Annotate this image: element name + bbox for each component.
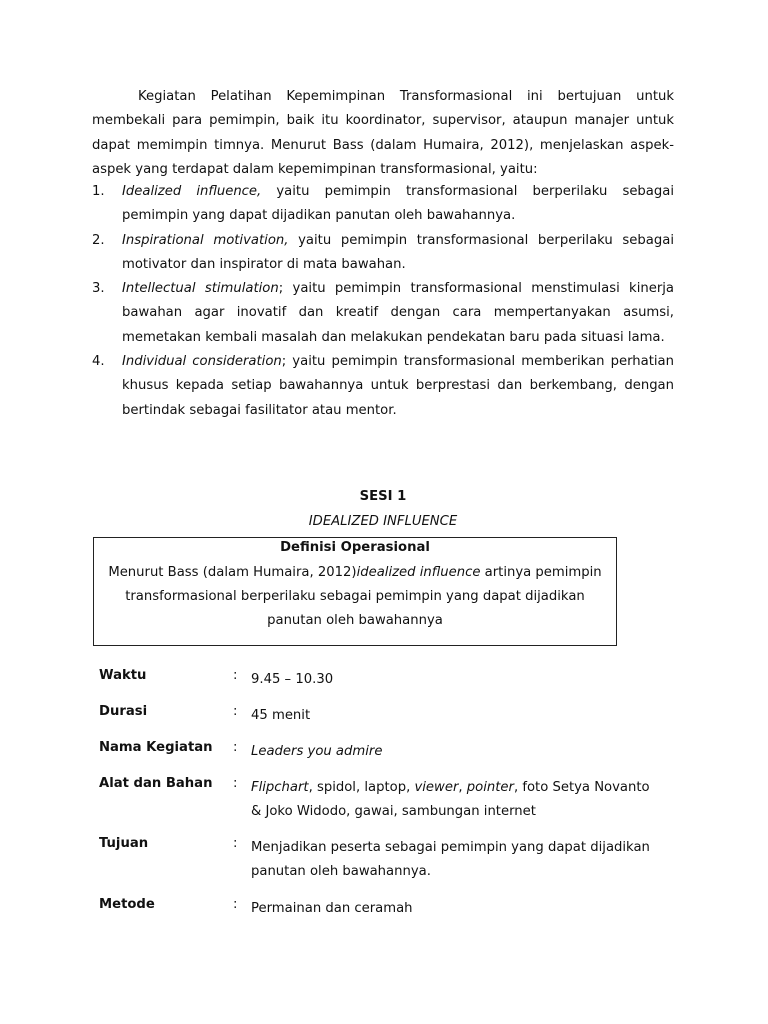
detail-value [251, 776, 659, 824]
detail-row-nama-kegiatan [99, 740, 659, 776]
definition-text: artinya pemimpin transformasional berperilaku sebagai pemimpin yang dapat dijadikan panutan oleh bawahannya [125, 565, 602, 628]
session-details [99, 668, 659, 927]
detail-value: Menjadikan peserta sebagai pemimpin yang dapat dijadikan panutan oleh bawahannya. [251, 840, 650, 879]
intro-paragraph [92, 85, 674, 182]
detail-colon: : [233, 897, 238, 912]
aspect-term: Inspirational motivation, [122, 232, 289, 248]
detail-colon: : [233, 836, 238, 851]
activity-name: Leaders you admire [251, 744, 383, 759]
detail-row-metode [99, 897, 659, 927]
list-item [92, 180, 674, 229]
definition-heading: Definisi Operasional [280, 540, 430, 555]
detail-value: 9.45 – 10.30 [251, 672, 334, 687]
aspect-text: ; yaitu pemimpin transformasional memberikan perhatian khusus kepada setiap bawahannya untuk berprestasi dan berkembang, dengan bertindak sebagai fasilitator atau mentor. [122, 354, 674, 418]
aspect-term: Individual consideration [122, 354, 282, 370]
detail-row-alat-bahan [99, 776, 659, 836]
list-number: 3. [92, 281, 105, 297]
detail-label: Waktu [99, 668, 147, 683]
detail-value: Permainan dan ceramah [251, 901, 413, 916]
list-item [92, 229, 674, 278]
definition-box [93, 537, 617, 646]
material-sep: , [458, 780, 467, 795]
detail-value [251, 740, 659, 764]
detail-colon: : [233, 740, 238, 755]
detail-label: Alat dan Bahan [99, 776, 213, 791]
detail-label: Tujuan [99, 836, 149, 851]
list-number: 2. [92, 232, 105, 248]
aspects-list [92, 180, 674, 423]
detail-row-waktu [99, 668, 659, 704]
session-subtitle: IDEALIZED INFLUENCE [308, 514, 458, 529]
definition-body [94, 557, 616, 633]
material-viewer: viewer [414, 780, 459, 795]
aspect-term: Idealized influence, [122, 184, 262, 199]
detail-colon: : [233, 668, 238, 683]
material-rest: , foto Setya Novanto & Joko Widodo, gawai, sambungan internet [251, 780, 650, 819]
aspect-term: Intellectual stimulation [122, 281, 279, 297]
material-sep: , spidol, laptop, [308, 780, 415, 795]
material-pointer: pointer [466, 780, 514, 795]
definition-source: Menurut Bass (dalam Humaira, 2012) [108, 565, 357, 580]
session-title: SESI 1 [359, 489, 407, 504]
detail-label: Metode [99, 897, 155, 912]
detail-row-durasi [99, 704, 659, 740]
list-item [92, 277, 674, 350]
list-number: 4. [92, 354, 105, 370]
intro-text: Kegiatan Pelatihan Kepemimpinan Transformasional ini bertujuan untuk membekali para pemimpin, baik itu koordinator, supervisor, ataupun manajer untuk dapat memimpin timnya. Menurut Bass (dalam Humaira, 2012), menjelaskan aspek-aspek yang terdapat dalam kepemimpinan transformasional, yaitu: [92, 89, 674, 177]
detail-label: Nama Kegiatan [99, 740, 213, 755]
material-flipchart: Flipchart [251, 780, 309, 795]
detail-label: Durasi [99, 704, 148, 719]
detail-colon: : [233, 776, 238, 791]
aspect-text: yaitu pemimpin transformasional berperilaku sebagai motivator dan inspirator di mata bawahan. [122, 232, 674, 272]
aspect-text: ; yaitu pemimpin transformasional menstimulasi kinerja bawahan agar inovatif dan kreatif dengan cara mempertanyakan asumsi, memetakan kembali masalah dan melakukan pendekatan baru pada situasi lama. [122, 281, 674, 345]
list-number: 1. [92, 184, 105, 199]
definition-term: idealized influence [356, 565, 481, 580]
detail-value: 45 menit [251, 708, 311, 723]
detail-row-tujuan [99, 836, 659, 897]
list-item [92, 350, 674, 423]
detail-colon: : [233, 704, 238, 719]
aspect-text: yaitu pemimpin transformasional berperilaku sebagai pemimpin yang dapat dijadikan panutan oleh bawahannya. [122, 184, 674, 224]
